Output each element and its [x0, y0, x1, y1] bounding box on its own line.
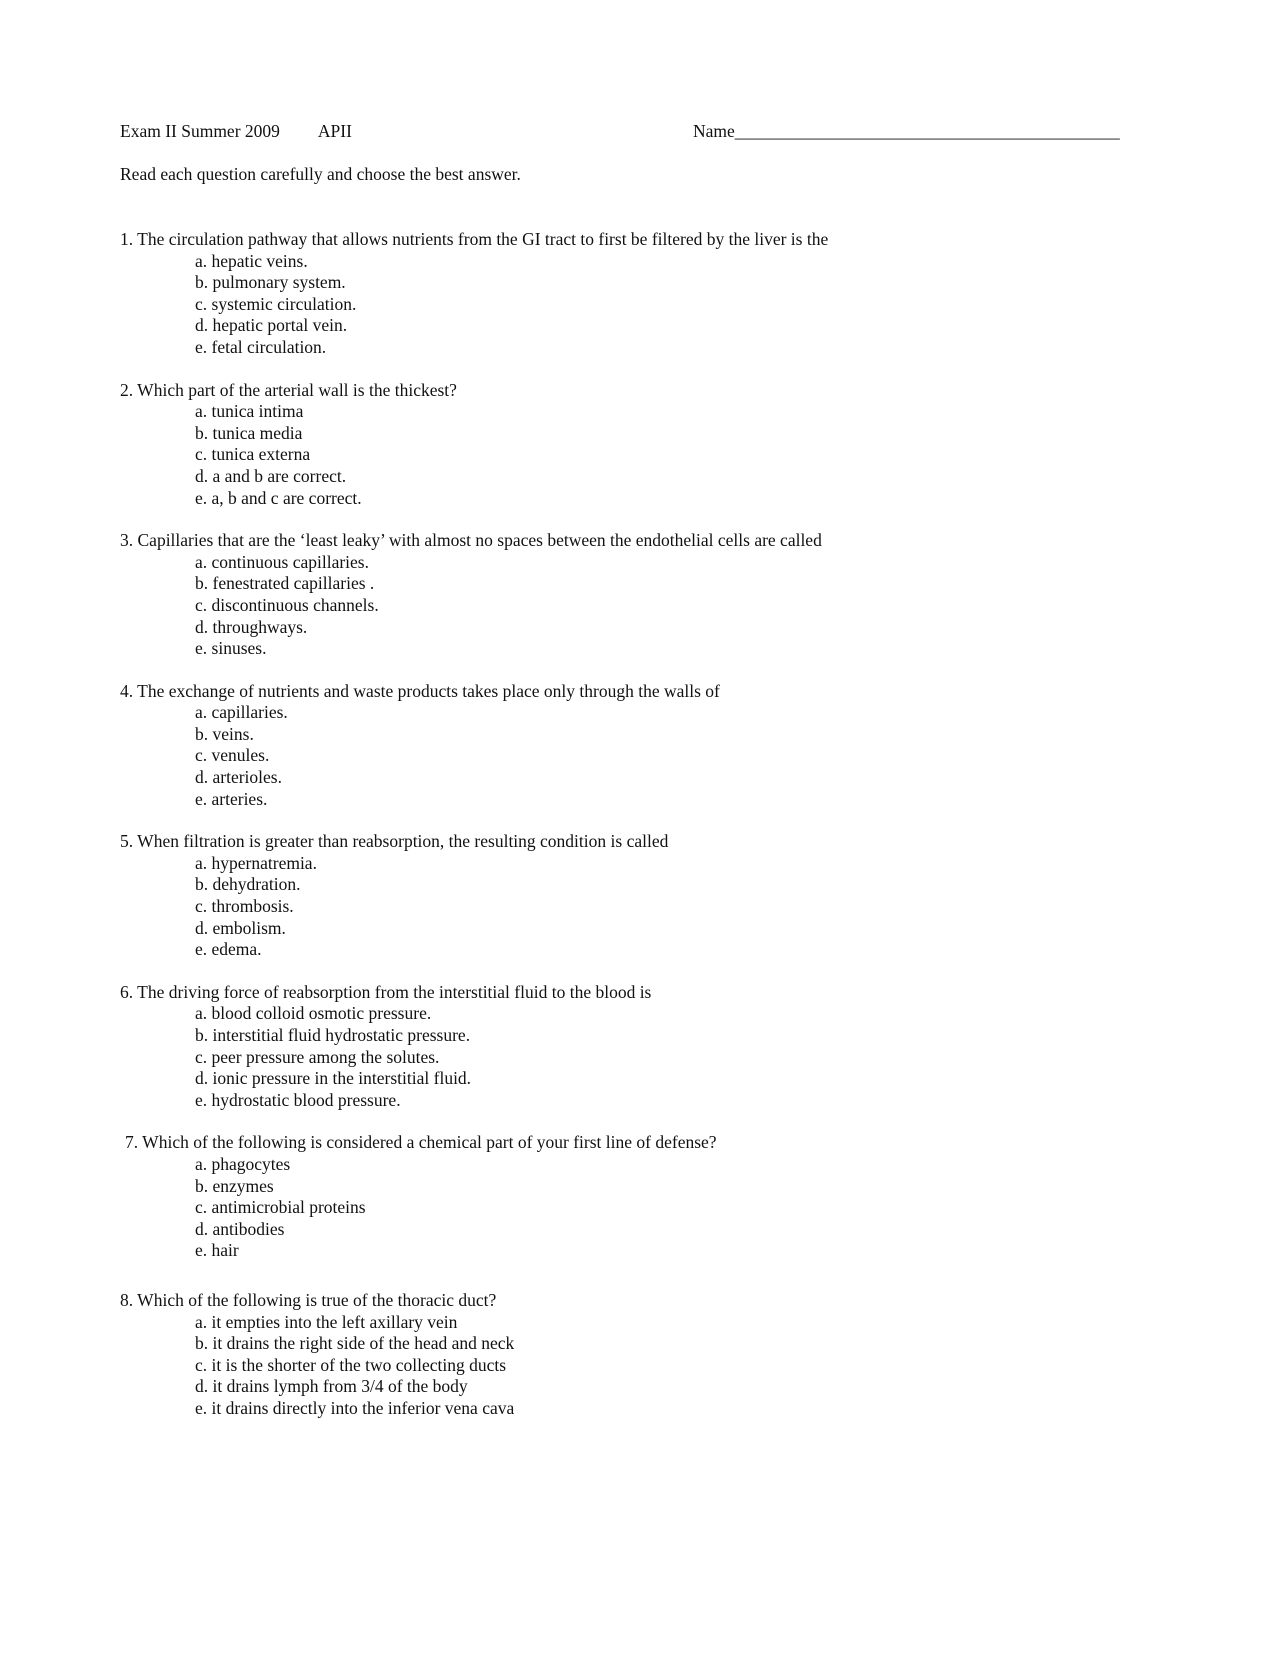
answer-choice: e. arteries. — [195, 788, 268, 809]
choice-list — [120, 853, 1180, 961]
answer-choice: c. it is the shorter of the two collecting ducts — [195, 1354, 507, 1375]
answer-choice: c. systemic circulation. — [195, 293, 357, 314]
answer-choice: c. tunica externa — [195, 444, 311, 465]
choice-list — [120, 1312, 1180, 1420]
question-stem: 3. Capillaries that are the ‘least leaky’ with almost no spaces between the endothelial cells are called — [120, 530, 822, 551]
question-7 — [120, 1132, 1180, 1262]
answer-choice: a. tunica intima — [195, 401, 304, 422]
choice-list — [120, 702, 1180, 810]
answer-choice: e. it drains directly into the inferior vena cava — [195, 1397, 515, 1418]
answer-choice: b. pulmonary system. — [195, 272, 346, 293]
answer-choice: e. edema. — [195, 939, 262, 960]
answer-choice: c. peer pressure among the solutes. — [195, 1046, 440, 1067]
choice-list — [120, 1003, 1180, 1111]
exam-title: Exam II Summer 2009 — [120, 121, 280, 141]
question-stem: 2. Which part of the arterial wall is the thickest? — [120, 379, 457, 400]
answer-choice: a. hypernatremia. — [195, 852, 317, 873]
answer-choice: b. it drains the right side of the head and neck — [195, 1333, 515, 1354]
choice-list — [120, 552, 1180, 660]
question-6 — [120, 982, 1180, 1112]
answer-choice: d. hepatic portal vein. — [195, 315, 348, 336]
answer-choice: e. hair — [195, 1240, 239, 1261]
question-2 — [120, 380, 1180, 510]
choice-list — [120, 251, 1180, 359]
question-stem: 7. Which of the following is considered a chemical part of your first line of defense? — [125, 1132, 717, 1153]
answer-choice: e. fetal circulation. — [195, 336, 327, 357]
answer-choice: a. continuous capillaries. — [195, 551, 369, 572]
question-1 — [120, 229, 1180, 359]
question-3 — [120, 530, 1180, 660]
choice-list — [120, 1154, 1180, 1262]
choice-list — [120, 401, 1180, 509]
exam-header — [120, 121, 352, 142]
instructions: Read each question carefully and choose the best answer. — [120, 164, 521, 184]
question-4 — [120, 681, 1180, 811]
answer-choice: d. antibodies — [195, 1218, 285, 1239]
question-stem: 6. The driving force of reabsorption from the interstitial fluid to the blood is — [120, 981, 652, 1002]
answer-choice: b. dehydration. — [195, 874, 301, 895]
answer-choice: c. discontinuous channels. — [195, 594, 379, 615]
answer-choice: e. a, b and c are correct. — [195, 487, 362, 508]
question-stem: 8. Which of the following is true of the thoracic duct? — [120, 1289, 497, 1310]
answer-choice: d. embolism. — [195, 917, 286, 938]
answer-choice: e. hydrostatic blood pressure. — [195, 1089, 401, 1110]
answer-choice: a. hepatic veins. — [195, 250, 308, 271]
answer-choice: c. antimicrobial proteins — [195, 1197, 366, 1218]
answer-choice: b. interstitial fluid hydrostatic pressure. — [195, 1025, 471, 1045]
answer-choice: b. veins. — [195, 723, 254, 744]
question-stem: 1. The circulation pathway that allows nutrients from the GI tract to first be filtered by the liver is the — [120, 229, 829, 249]
course-code: APII — [317, 121, 352, 141]
question-stem: 5. When filtration is greater than reabsorption, the resulting condition is called — [120, 831, 669, 852]
answer-choice: e. sinuses. — [195, 638, 267, 659]
name-field: Name____________________________________________ — [693, 121, 1120, 141]
question-8 — [120, 1290, 1180, 1420]
question-list — [120, 229, 1180, 1441]
answer-choice: d. a and b are correct. — [195, 465, 347, 486]
answer-choice: a. phagocytes — [195, 1153, 291, 1174]
answer-choice: b. enzymes — [195, 1175, 274, 1196]
question-stem: 4. The exchange of nutrients and waste products takes place only through the walls of — [120, 680, 720, 701]
answer-choice: a. it empties into the left axillary vein — [195, 1311, 458, 1332]
answer-choice: d. arterioles. — [195, 767, 282, 788]
answer-choice: d. throughways. — [195, 616, 308, 637]
answer-choice: d. ionic pressure in the interstitial fluid. — [195, 1068, 472, 1089]
answer-choice: d. it drains lymph from 3/4 of the body — [195, 1376, 468, 1397]
answer-choice: c. thrombosis. — [195, 896, 294, 917]
answer-choice: b. fenestrated capillaries . — [195, 573, 375, 594]
answer-choice: a. blood colloid osmotic pressure. — [195, 1003, 432, 1024]
answer-choice: a. capillaries. — [195, 702, 288, 723]
answer-choice: b. tunica media — [195, 422, 303, 443]
question-5 — [120, 831, 1180, 961]
answer-choice: c. venules. — [195, 745, 270, 766]
